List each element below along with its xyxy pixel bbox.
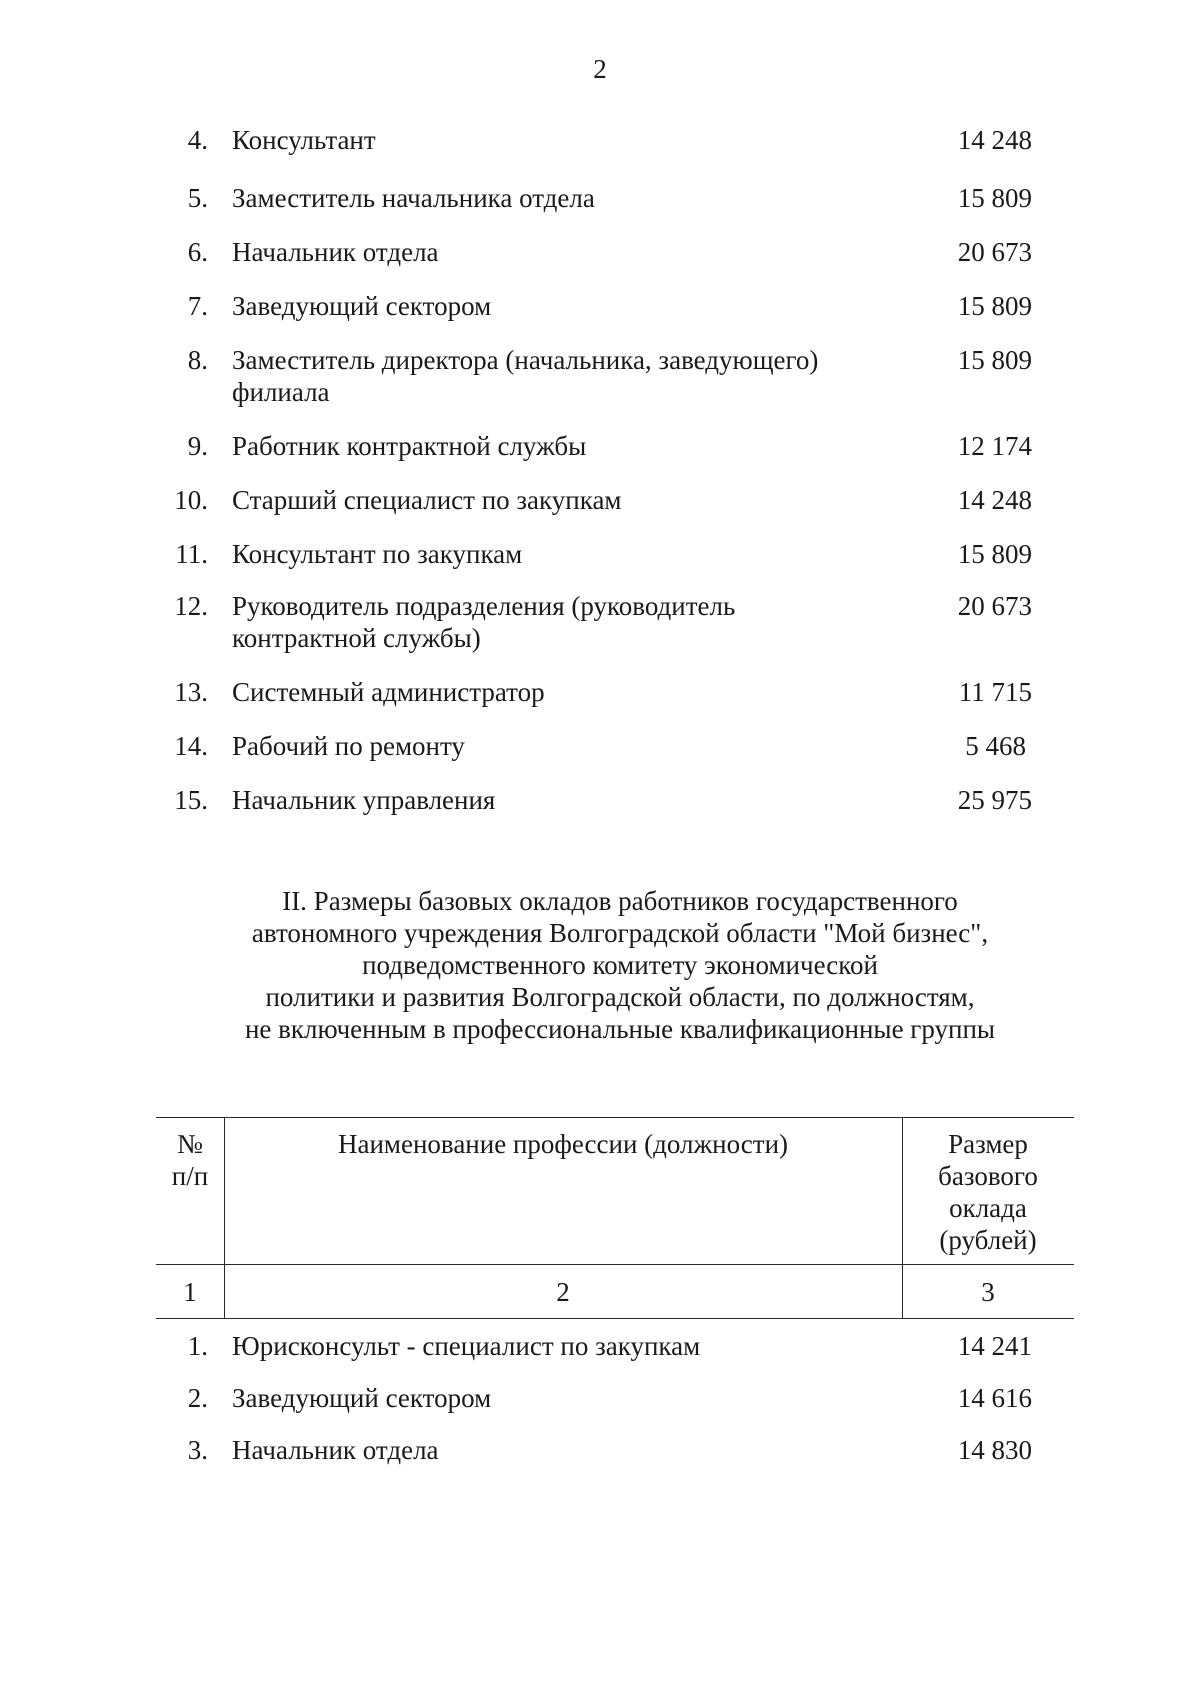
item-salary: 20 673 <box>957 237 1032 267</box>
item-number: 5. <box>187 183 208 213</box>
item-salary: 5 468 <box>965 731 1026 761</box>
item-name: Рабочий по ремонту <box>232 731 465 761</box>
item-salary: 11 715 <box>958 677 1032 707</box>
item-salary: 15 809 <box>957 539 1032 569</box>
row-salary: 14 241 <box>957 1331 1032 1361</box>
item-number: 10. <box>174 485 208 515</box>
item-salary: 14 248 <box>957 125 1032 155</box>
header-col-number: № п/п <box>171 1129 209 1191</box>
item-number: 6. <box>187 237 208 267</box>
heading-line: не включенным в профессиональные квалификационные группы <box>244 1014 996 1044</box>
row-name: Начальник отдела <box>232 1435 439 1465</box>
item-name: Заместитель начальника отдела <box>232 183 595 213</box>
item-name: Руководитель подразделения (руководитель контрактной службы) <box>232 591 736 653</box>
table-top-border <box>156 1117 1074 1118</box>
section-heading <box>150 885 1090 1045</box>
row-salary: 14 830 <box>957 1435 1032 1465</box>
item-name: Консультант <box>232 125 376 155</box>
row-name: Юрисконсульт - специалист по закупкам <box>232 1331 701 1361</box>
item-number: 15. <box>174 785 208 815</box>
header-col-salary: Размер базового оклада (рублей) <box>938 1129 1038 1255</box>
item-number: 14. <box>174 731 208 761</box>
item-name: Заместитель директора (начальника, заведующего) филиала <box>232 345 819 407</box>
page-number: 2 <box>593 54 607 84</box>
row-number: 3. <box>187 1435 208 1465</box>
item-number: 13. <box>174 677 208 707</box>
column-number-3: 3 <box>981 1277 995 1307</box>
item-salary: 14 248 <box>957 485 1032 515</box>
row-number: 1. <box>187 1331 208 1361</box>
table-numbers-border <box>156 1318 1074 1319</box>
column-number-1: 1 <box>183 1277 197 1307</box>
item-salary: 15 809 <box>957 291 1032 321</box>
item-name: Системный администратор <box>232 677 545 707</box>
heading-line: II. Размеры базовых окладов работников государственного <box>282 886 958 916</box>
row-number: 2. <box>187 1383 208 1413</box>
heading-line: политики и развития Волгоградской области, по должностям, <box>265 982 975 1012</box>
item-name: Начальник управления <box>232 785 496 815</box>
header-col-name: Наименование профессии (должности) <box>337 1129 789 1159</box>
column-number-2: 2 <box>556 1277 570 1307</box>
item-salary: 15 809 <box>957 345 1032 375</box>
item-name: Работник контрактной службы <box>232 431 587 461</box>
item-salary: 12 174 <box>957 431 1032 461</box>
item-number: 11. <box>175 539 208 569</box>
item-name: Начальник отдела <box>232 237 439 267</box>
item-salary: 20 673 <box>957 591 1032 621</box>
row-name: Заведующий сектором <box>232 1383 492 1413</box>
item-salary: 25 975 <box>957 785 1032 815</box>
heading-line: автономного учреждения Волгоградской области "Мой бизнес", <box>251 918 989 948</box>
table-header-border <box>156 1264 1074 1265</box>
item-number: 12. <box>174 591 208 621</box>
item-name: Консультант по закупкам <box>232 539 523 569</box>
item-number: 7. <box>187 291 208 321</box>
item-number: 8. <box>187 345 208 375</box>
item-name: Старший специалист по закупкам <box>232 485 622 515</box>
item-salary: 15 809 <box>957 183 1032 213</box>
item-number: 4. <box>187 125 208 155</box>
row-salary: 14 616 <box>957 1383 1032 1413</box>
item-number: 9. <box>187 431 208 461</box>
item-name: Заведующий сектором <box>232 291 492 321</box>
heading-line: подведомственного комитету экономической <box>362 950 878 980</box>
